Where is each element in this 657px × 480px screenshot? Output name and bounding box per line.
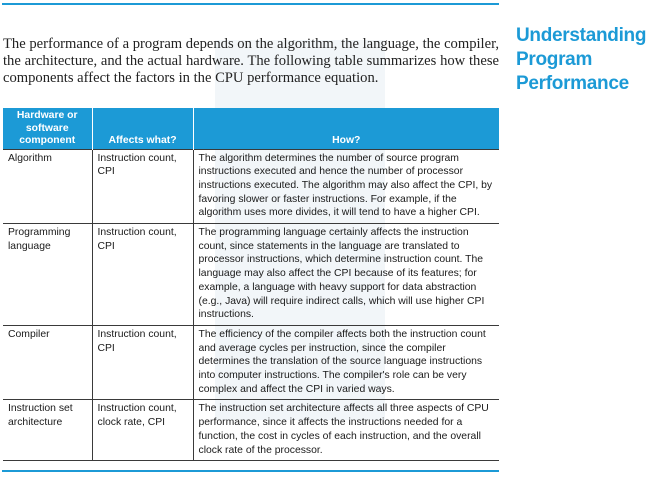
bottom-rule: [2, 470, 499, 472]
header-affects: Affects what?: [92, 108, 193, 149]
table-row: [3, 149, 499, 224]
cell-component: Algorithm: [3, 149, 92, 224]
cell-component: Compiler: [3, 325, 92, 400]
cell-affects: Instruction count, CPI: [92, 325, 193, 400]
table-header-row: [3, 108, 499, 149]
section-title-line: Performance: [516, 73, 629, 94]
section-title-line: Understanding: [516, 25, 647, 46]
cell-how: The programming language certainly affects the instruction count, since statements in the language are translated to processor instructions, which determine instruction count. The language may also affect the CPI because of its features; for example, a language with heavy support for data abstraction (e.g., Java) will require indirect calls, which will use higher CPI instructions.: [193, 224, 499, 326]
section-title-line: Program: [516, 49, 593, 70]
cell-how: The efficiency of the compiler affects both the instruction count and average cycles per instruction, since the compiler determines the translation of the source language instructions into computer instructions. The compiler's role can be very complex and affect the CPI in varied ways.: [193, 325, 499, 400]
top-rule: [2, 3, 499, 5]
header-how: How?: [193, 108, 499, 149]
cell-component: Programming language: [3, 224, 92, 326]
cell-affects: Instruction count, CPI: [92, 224, 193, 326]
table-row: [3, 224, 499, 326]
cell-how: The algorithm determines the number of source program instructions executed and hence the number of processor instructions executed. The algorithm may also affect the CPI, by favoring slower or faster instructions. For example, if the algorithm uses more divides, it will tend to have a higher CPI.: [193, 149, 499, 224]
table-row: [3, 400, 499, 461]
cell-affects: Instruction count, clock rate, CPI: [92, 400, 193, 461]
cell-how: The instruction set architecture affects all three aspects of CPU performance, since it affects the instructions needed for a function, the cost in cycles of each instruction, and the overall clock rate of the processor.: [193, 400, 499, 461]
header-component: Hardware or software component: [3, 108, 92, 149]
cell-component: Instruction set architecture: [3, 400, 92, 461]
cell-affects: Instruction count, CPI: [92, 149, 193, 224]
table-row: [3, 325, 499, 400]
section-title: [516, 24, 656, 96]
intro-paragraph: The performance of a program depends on the algorithm, the language, the compiler, the architecture, and the actual hardware. The following table summarizes how these components affect the factors in the CPU performance equation.: [3, 36, 499, 86]
performance-table: [3, 108, 499, 461]
